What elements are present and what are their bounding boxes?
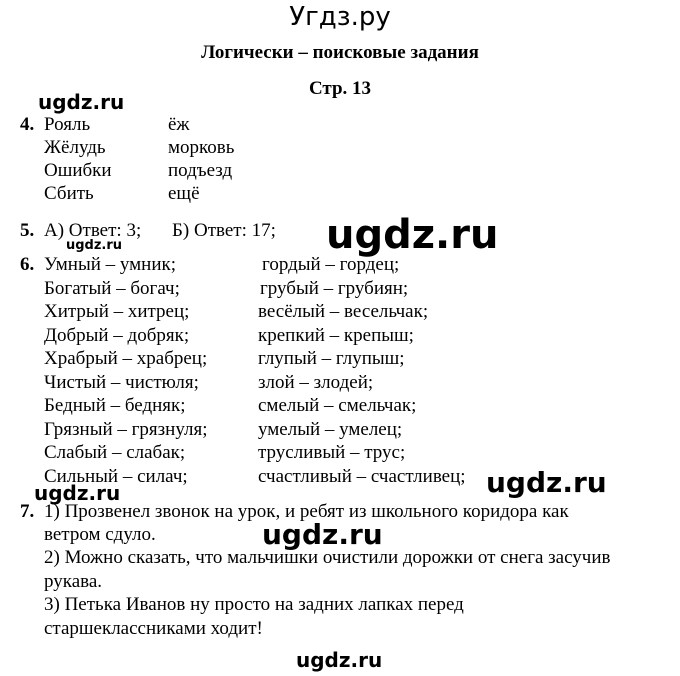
- sentence-line: старшеклассниками ходит!: [44, 618, 263, 639]
- word-pair: Бедный – бедняк;: [44, 395, 186, 416]
- task-number: 5.: [20, 220, 35, 241]
- word-pair: крепкий – крепыш;: [258, 325, 414, 346]
- word-pair: Добрый – добряк;: [44, 325, 190, 346]
- sentence-line: ветром сдуло.: [44, 524, 156, 545]
- task-number: 6.: [20, 254, 35, 275]
- sentence-line: 1) Прозвенел звонок на урок, и ребят из школьного коридора как: [44, 501, 569, 522]
- word-pair: Хитрый – хитрец;: [44, 301, 190, 322]
- word: ёж: [168, 114, 190, 135]
- word-pair: Богатый – богач;: [44, 278, 180, 299]
- watermark: ugdz.ru: [66, 238, 123, 253]
- word: морковь: [168, 137, 235, 158]
- word-pair: грубый – грубиян;: [260, 278, 409, 299]
- sentence-line: 3) Петька Иванов ну просто на задних лапках перед: [44, 594, 464, 615]
- word-pair: трусливый – трус;: [258, 442, 406, 463]
- section-title: Логически – поисковые задания: [201, 42, 479, 63]
- watermark: ugdz.ru: [34, 481, 121, 505]
- word: ещё: [168, 183, 200, 204]
- word: Рояль: [44, 114, 91, 135]
- watermark: ugdz.ru: [296, 648, 383, 672]
- word-pair: Чистый – чистюля;: [44, 372, 199, 393]
- watermark: ugdz.ru: [38, 90, 125, 114]
- watermark: ugdz.ru: [326, 212, 499, 258]
- task-number: 4.: [20, 114, 35, 135]
- word-pair: умелый – умелец;: [258, 419, 403, 440]
- page-number: Стр. 13: [308, 78, 372, 99]
- sentence-line: рукава.: [44, 571, 103, 592]
- word: подъезд: [168, 160, 233, 181]
- word-pair: Храбрый – храбрец;: [44, 348, 208, 369]
- word-pair: глупый – глупыш;: [258, 348, 405, 369]
- word: Ошибки: [44, 160, 112, 181]
- word-pair: смелый – смельчак;: [258, 395, 417, 416]
- word-pair: счастливый – счастливец;: [258, 466, 466, 487]
- word-pair: Умный – умник;: [44, 254, 177, 275]
- answer: Б) Ответ: 17;: [172, 220, 276, 241]
- word: Жёлудь: [44, 137, 106, 158]
- site-title: Угдз.ру: [289, 2, 391, 32]
- answer: А) Ответ: 3;: [44, 220, 142, 241]
- sentence-line: 2) Можно сказать, что мальчишки очистили дорожки от снега засучив: [44, 547, 611, 568]
- word-pair: гордый – гордец;: [262, 254, 400, 275]
- watermark: ugdz.ru: [262, 518, 383, 551]
- word: Сбить: [44, 183, 94, 204]
- watermark: ugdz.ru: [486, 466, 607, 499]
- word-pair: Грязный – грязнуля;: [44, 419, 208, 440]
- word-pair: весёлый – весельчак;: [258, 301, 429, 322]
- word-pair: Слабый – слабак;: [44, 442, 186, 463]
- word-pair: Сильный – силач;: [44, 466, 188, 487]
- task-number: 7.: [20, 501, 35, 522]
- word-pair: злой – злодей;: [258, 372, 374, 393]
